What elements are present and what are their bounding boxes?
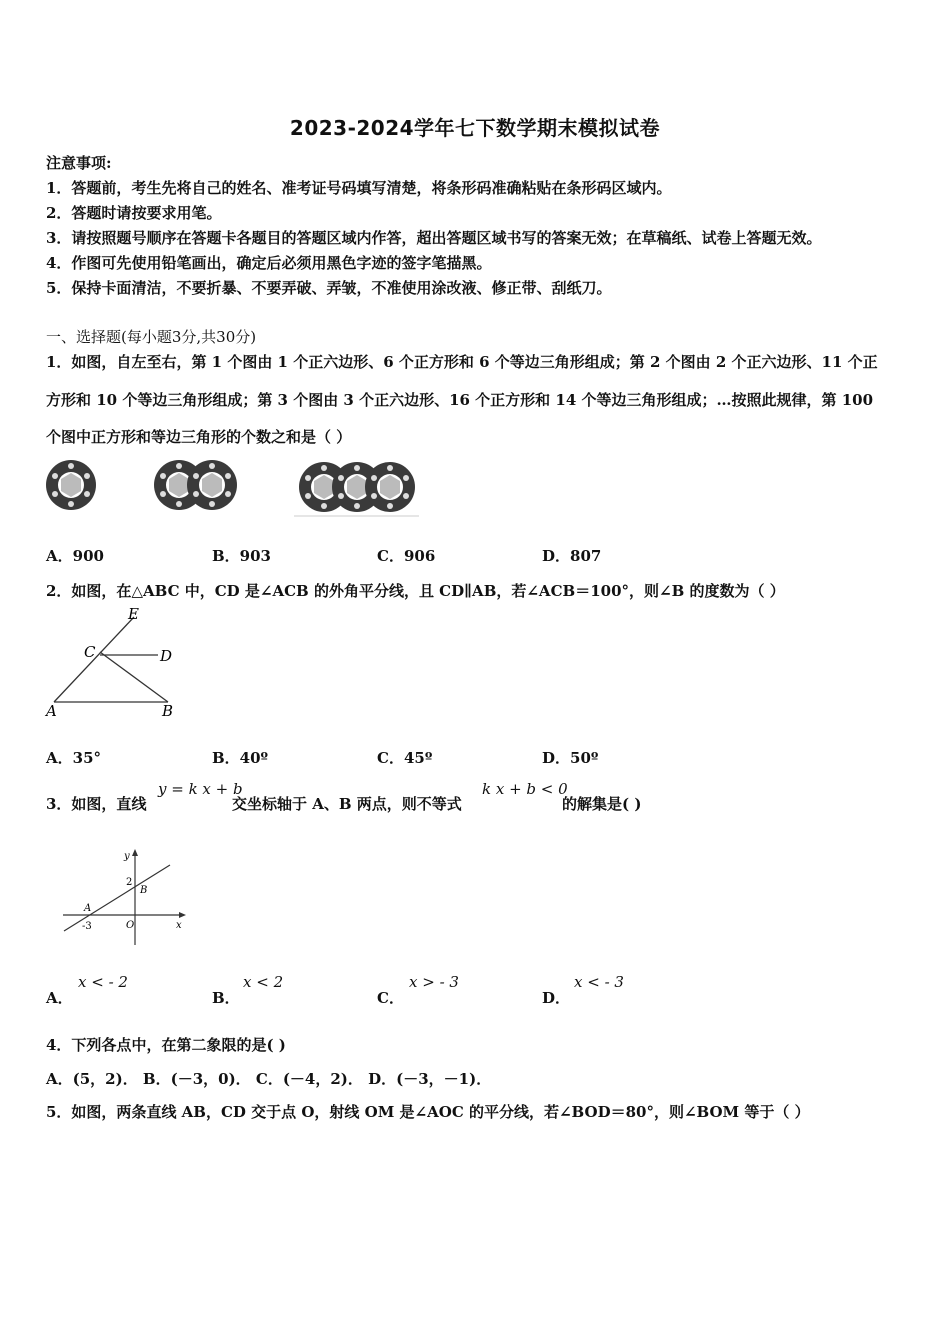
q3-formula-inequality: k x + b < 0 <box>482 780 568 798</box>
q5-stem: 5．如图，两条直线 AB，CD 交于点 O，射线 OM 是∠AOC 的平分线，若∠BOD＝80°，则∠BOM 等于（ ） <box>46 1103 810 1121</box>
q3-option-d-expr: x < - 3 <box>574 973 624 991</box>
q3-graph-origin: O <box>126 920 135 931</box>
q3-option-c-expr: x > - 3 <box>409 973 459 991</box>
q3-formula-line: y = k x + b <box>158 780 243 798</box>
q3-stem-part: 交坐标轴于 A、B 两点，则不等式 <box>232 795 462 813</box>
note-item: 2．答题时请按要求用笔。 <box>46 204 222 222</box>
q2-option-d: D．50º <box>542 749 599 767</box>
q3-graph-tick-2: 2 <box>126 877 133 888</box>
note-item: 1．答题前，考生先将自己的姓名、准考证号码填写清楚，将条形码准确粘贴在条形码区域内。 <box>46 179 672 197</box>
q1-line: 方形和 10 个等边三角形组成；第 3 个图由 3 个正六边形、16 个正方形和 14 个等边三角形组成；…按照此规律，第 100 <box>46 391 874 409</box>
q2-stem: 2．如图，在△ABC 中，CD 是∠ACB 的外角平分线，且 CD∥AB，若∠ACB＝100°，则∠B 的度数为（ ） <box>46 582 785 600</box>
notes-heading: 注意事项: <box>46 154 112 172</box>
q1-option-d: D．807 <box>542 547 602 565</box>
q3-option-b-letter: B． <box>212 989 240 1007</box>
q3-graph-y-label: y <box>124 851 130 862</box>
q1-option-b: B．903 <box>212 547 271 565</box>
note-item: 4．作图可先使用铅笔画出，确定后必须用黑色字迹的签字笔描黑。 <box>46 254 492 272</box>
q2-label-c: C <box>84 643 96 661</box>
page-title: 2023-2024学年七下数学期末模拟试卷 <box>289 116 661 140</box>
note-item: 5．保持卡面清洁，不要折暴、不要弄破、弄皱，不准使用涂改液、修正带、刮纸刀。 <box>46 279 612 297</box>
q1-line: 个图中正方形和等边三角形的个数之和是（ ） <box>46 428 352 446</box>
q1-hexagon-pattern-figure <box>44 455 419 520</box>
q3-option-b-expr: x < 2 <box>243 973 284 991</box>
q2-option-c: C．45º <box>377 749 433 767</box>
q4-stem: 4．下列各点中，在第二象限的是( ) <box>46 1036 286 1054</box>
section-heading: 一、选择题(每小题3分,共30分) <box>46 328 257 346</box>
q1-option-c: C．906 <box>377 547 436 565</box>
q2-label-a: A <box>46 702 57 720</box>
q3-graph-point-b: B <box>140 885 148 896</box>
q2-option-b: B．40º <box>212 749 269 767</box>
q3-stem-part: 3．如图，直线 <box>46 795 147 813</box>
q2-option-a: A．35° <box>46 749 102 767</box>
q3-stem-part: 的解集是( ) <box>562 795 642 813</box>
q2-label-d: D <box>160 647 173 665</box>
q3-line-graph <box>58 845 193 955</box>
q1-option-a: A．900 <box>46 547 104 565</box>
q2-label-b: B <box>162 702 174 720</box>
q4-options: A．(5，2)． B．(－3，0)． C．(－4，2)． D．(－3，－1)． <box>46 1070 492 1088</box>
q3-graph-x-label: x <box>176 920 182 931</box>
q2-label-e: E <box>128 605 139 623</box>
q2-triangle-figure <box>40 605 200 725</box>
q3-graph-tick-neg3: -3 <box>82 921 92 932</box>
note-item: 3．请按照题号顺序在答题卡各题目的答题区域内作答，超出答题区域书写的答案无效；在草稿纸、试卷上答题无效。 <box>46 229 822 247</box>
q3-option-a-expr: x < - 2 <box>78 973 128 991</box>
q3-option-a-letter: A． <box>46 989 73 1007</box>
q3-graph-point-a: A <box>84 903 92 914</box>
q3-option-d-letter: D． <box>542 989 571 1007</box>
q3-option-c-letter: C． <box>377 989 404 1007</box>
q1-line: 1．如图，自左至右，第 1 个图由 1 个正六边形、6 个正方形和 6 个等边三角形组成；第 2 个图由 2 个正六边形、11 个正 <box>46 353 878 371</box>
